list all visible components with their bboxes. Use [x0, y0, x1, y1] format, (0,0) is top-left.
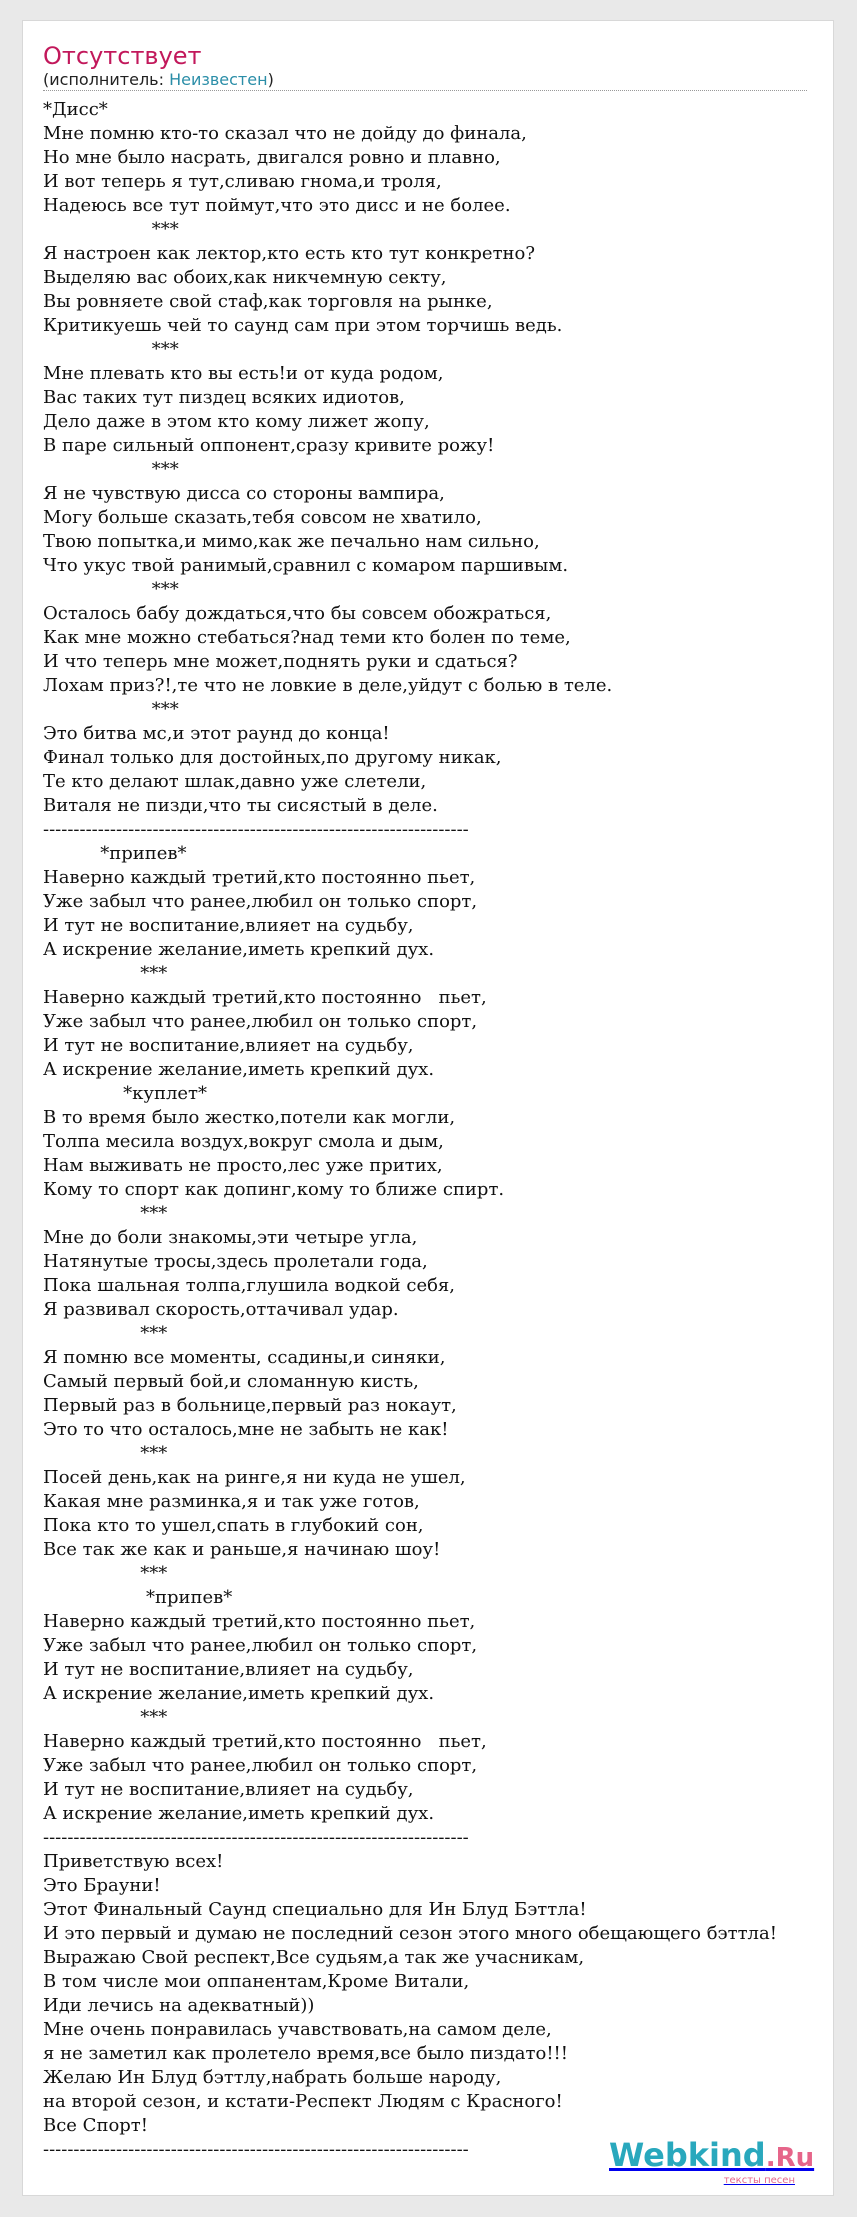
- lyric-line: И тут не воспитание,влияет на судьбу,: [43, 1779, 414, 1800]
- lyric-line: ***: [43, 219, 179, 240]
- lyric-line: Пока кто то ушел,спать в глубокий сон,: [43, 1515, 424, 1536]
- lyric-line: Иди лечись на адекватный)): [43, 1995, 315, 2016]
- lyric-line: Могу больше сказать,тебя совсом не хватило,: [43, 507, 482, 528]
- lyric-line: Я помню все моменты, ссадины,и синяки,: [43, 1347, 446, 1368]
- lyric-line: Критикуешь чей то саунд сам при этом торчишь ведь.: [43, 315, 563, 336]
- lyric-line: Мне очень понравилась учавствовать,на самом деле,: [43, 2019, 552, 2040]
- lyric-line: ----------------------------------------------------------------------: [43, 819, 469, 840]
- lyric-line: Наверно каждый третий,кто постоянно пьет,: [43, 867, 476, 888]
- lyric-line: ***: [43, 963, 168, 984]
- lyric-line: Я не чувствую дисса со стороны вампира,: [43, 483, 445, 504]
- lyric-line: Лохам приз?!,те что не ловкие в деле,уйдут с болью в теле.: [43, 675, 613, 696]
- lyric-line: Пока шальная толпа,глушила водкой себя,: [43, 1275, 456, 1296]
- lyric-line: Вы ровняете свой стаф,как торговля на рынке,: [43, 291, 493, 312]
- lyric-line: Мне помню кто-то сказал что не дойду до финала,: [43, 123, 527, 144]
- lyric-line: Но мне было насрать, двигался ровно и плавно,: [43, 147, 501, 168]
- lyric-line: В том числе мои оппанентам,Кроме Витали,: [43, 1971, 470, 1992]
- lyric-line: ***: [43, 1203, 168, 1224]
- lyric-line: Финал только для достойных,по другому никак,: [43, 747, 502, 768]
- lyric-line: Это то что осталось,мне не забыть не как!: [43, 1419, 449, 1440]
- lyric-line: ***: [43, 1563, 168, 1584]
- lyric-line: *припев*: [43, 843, 187, 864]
- lyric-line: Кому то спорт как допинг,кому то ближе спирт.: [43, 1179, 505, 1200]
- lyric-line: Осталось бабу дождаться,что бы совсем обожраться,: [43, 603, 552, 624]
- lyric-line: Те кто делают шлак,давно уже слетели,: [43, 771, 427, 792]
- lyric-line: А искрение желание,иметь крепкий дух.: [43, 1803, 435, 1824]
- lyrics-page: [22, 20, 834, 2196]
- lyric-line: Твою попытка,и мимо,как же печально нам сильно,: [43, 531, 540, 552]
- lyric-line: ----------------------------------------------------------------------: [43, 1827, 469, 1848]
- lyric-line: Мне плевать кто вы есть!и от куда родом,: [43, 363, 444, 384]
- logo-tagline: тексты песен: [723, 2175, 795, 2186]
- lyric-line: Наверно каждый третий,кто постоянно пьет,: [43, 1611, 476, 1632]
- lyric-line: Дело даже в этом кто кому лижет жопу,: [43, 411, 430, 432]
- lyric-line: Натянутые тросы,здесь пролетали года,: [43, 1251, 428, 1272]
- lyric-line: Приветствую всех!: [43, 1851, 224, 1872]
- lyric-line: Какая мне разминка,я и так уже готов,: [43, 1491, 420, 1512]
- lyric-line: Уже забыл что ранее,любил он только спорт,: [43, 891, 478, 912]
- artist-link[interactable]: Неизвестен: [169, 70, 268, 89]
- lyric-line: Желаю Ин Блуд бэттлу,набрать больше народу,: [43, 2067, 502, 2088]
- lyric-line: Это Брауни!: [43, 1875, 161, 1896]
- lyric-line: на второй сезон, и кстати-Респект Людям с Красного!: [43, 2091, 563, 2112]
- lyric-line: А искрение желание,иметь крепкий дух.: [43, 1059, 435, 1080]
- logo-tld: .Ru: [765, 2143, 815, 2173]
- logo-wordmark: [609, 2136, 815, 2175]
- lyric-line: Выражаю Свой респект,Все судьям,а так же учасникам,: [43, 1947, 585, 1968]
- song-title: Отсутствует: [43, 42, 202, 70]
- lyric-line: Я настроен как лектор,кто есть кто тут конкретно?: [43, 243, 536, 264]
- lyric-line: Самый первый бой,и сломанную кисть,: [43, 1371, 419, 1392]
- lyric-line: И тут не воспитание,влияет на судьбу,: [43, 1035, 414, 1056]
- lyric-line: Наверно каждый третий,кто постоянно пьет,: [43, 987, 487, 1008]
- artist-suffix: ): [267, 70, 274, 89]
- lyric-line: ***: [43, 1323, 168, 1344]
- artist-line: [43, 70, 274, 90]
- lyric-line: Что укус твой ранимый,сравнил с комаром паршивым.: [43, 555, 569, 576]
- lyric-line: Все Спорт!: [43, 2115, 149, 2136]
- lyric-line: Этот Финальный Саунд специально для Ин Блуд Бэттла!: [43, 1899, 587, 1920]
- artist-prefix: (исполнитель:: [43, 70, 170, 89]
- lyric-line: Выделяю вас обоих,как никчемную секту,: [43, 267, 447, 288]
- lyric-line: И тут не воспитание,влияет на судьбу,: [43, 915, 414, 936]
- lyric-line: Мне до боли знакомы,эти четыре угла,: [43, 1227, 418, 1248]
- lyrics-text: [43, 98, 833, 2162]
- lyric-line: Виталя не пизди,что ты сисястый в деле.: [43, 795, 438, 816]
- header-divider: [43, 90, 807, 91]
- lyric-line: ***: [43, 579, 179, 600]
- lyric-line: Первый раз в больнице,первый раз нокаут,: [43, 1395, 457, 1416]
- logo-name: Webkind: [609, 2136, 766, 2174]
- lyric-line: Нам выживать не просто,лес уже притих,: [43, 1155, 443, 1176]
- lyric-line: Уже забыл что ранее,любил он только спорт,: [43, 1011, 478, 1032]
- lyric-line: ***: [43, 1707, 168, 1728]
- lyric-line: *Дисс*: [43, 99, 108, 120]
- lyric-line: я не заметил как пролетело время,все было пиздато!!!: [43, 2043, 569, 2064]
- lyric-line: Это битва мс,и этот раунд до конца!: [43, 723, 390, 744]
- lyric-line: Посей день,как на ринге,я ни куда не ушел,: [43, 1467, 466, 1488]
- lyric-line: *припев*: [43, 1587, 233, 1608]
- lyric-line: И что теперь мне может,поднять руки и сдаться?: [43, 651, 518, 672]
- lyric-line: А искрение желание,иметь крепкий дух.: [43, 1683, 435, 1704]
- lyric-line: *куплет*: [43, 1083, 207, 1104]
- lyric-line: Я развивал скорость,оттачивал удар.: [43, 1299, 399, 1320]
- lyric-line: ***: [43, 459, 179, 480]
- lyric-line: В паре сильный оппонент,сразу кривите рожу!: [43, 435, 495, 456]
- lyric-line: ----------------------------------------------------------------------: [43, 2139, 469, 2160]
- lyric-line: Вас таких тут пиздец всяких идиотов,: [43, 387, 405, 408]
- lyric-line: Все так же как и раньше,я начинаю шоу!: [43, 1539, 441, 1560]
- lyric-line: Уже забыл что ранее,любил он только спорт,: [43, 1755, 478, 1776]
- lyric-line: ***: [43, 699, 179, 720]
- lyric-line: Толпа месила воздух,вокруг смола и дым,: [43, 1131, 444, 1152]
- lyric-line: И вот теперь я тут,сливаю гнома,и троля,: [43, 171, 442, 192]
- lyric-line: В то время было жестко,потели как могли,: [43, 1107, 456, 1128]
- lyric-line: Уже забыл что ранее,любил он только спорт,: [43, 1635, 478, 1656]
- lyric-line: Как мне можно стебаться?над теми кто болен по теме,: [43, 627, 571, 648]
- lyric-line: И тут не воспитание,влияет на судьбу,: [43, 1659, 414, 1680]
- lyric-line: ***: [43, 1443, 168, 1464]
- webkind-logo[interactable]: [609, 2136, 815, 2186]
- lyric-line: Надеюсь все тут поймут,что это дисс и не более.: [43, 195, 511, 216]
- lyric-line: А искрение желание,иметь крепкий дух.: [43, 939, 435, 960]
- lyric-line: ***: [43, 339, 179, 360]
- lyric-line: И это первый и думаю не последний сезон этого много обещающего бэттла!: [43, 1923, 777, 1944]
- lyric-line: Наверно каждый третий,кто постоянно пьет,: [43, 1731, 487, 1752]
